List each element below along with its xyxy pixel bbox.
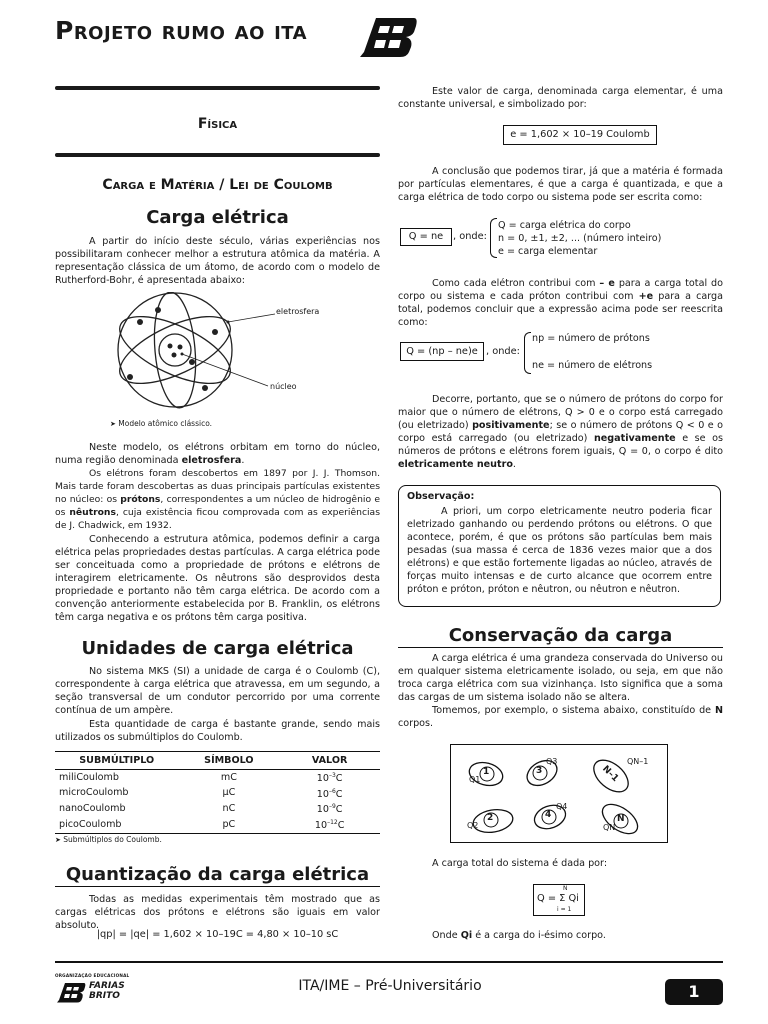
paragraph: [55, 467, 380, 532]
text-bold: Qi: [460, 930, 473, 941]
text-bold: eletrosfera: [181, 455, 242, 466]
heading-quantizacao: Quantização da carga elétrica: [65, 864, 370, 885]
text-bold: +e: [638, 291, 654, 302]
table-header: VALOR: [279, 752, 380, 770]
page-number: 1: [665, 979, 723, 1005]
heading-carga-eletrica: Carga elétrica: [146, 207, 289, 228]
footer-center-text: ITA/IME – Pré-Universitário: [298, 978, 482, 994]
paragraph: A partir do início deste século, várias experiências nos possibilitaram conhecer melhor a estrutura atômica da matéria. A representação clássica de um átomo, de acordo com o modelo de Rutherford-Bohr, é apresentada abaixo:: [55, 236, 380, 286]
brace: [524, 332, 531, 374]
bodies-diagram: [450, 744, 668, 843]
paragraph: Todas as medidas experimentais têm mostrado que as cargas elétricas dos prótons e elétrons são iguais em valor absoluto.: [55, 894, 380, 931]
paragraph: No sistema MKS (SI) a unidade de carga é o Coulomb (C), correspondente à carga elétrica que atravessa, em um segundo, a seção transversal de um condutor percorrido por uma corrente contínua de um ampère.: [55, 666, 380, 716]
text: corpos.: [398, 718, 434, 729]
text: , cuja existência ficou comprovada com as experiências de J. Chadwick, em 1932.: [55, 507, 380, 531]
divider-bottom: [55, 153, 380, 157]
np-definition: np = número de prótons: [532, 333, 650, 344]
atom-caption: [110, 419, 212, 428]
charge-label: QN–1: [627, 757, 649, 766]
text: , correspondentes a um núcleo de hidrogênio e os: [55, 494, 380, 518]
paragraph: [398, 929, 723, 942]
submultiplos-table: [55, 751, 380, 834]
observation-title: Observação:: [407, 491, 475, 502]
arrow-bullet-icon: ➤: [55, 836, 61, 844]
ne-definition: ne = número de elétrons: [532, 360, 653, 371]
text: e se os números de prótons e elétrons forem iguais, Q = 0, o corpo é dito: [398, 433, 723, 457]
body-number: 3: [536, 766, 543, 776]
table-cell: pC: [222, 818, 236, 830]
paragraph: [398, 393, 723, 471]
paragraph: A carga elétrica é uma grandeza conservada do Universo ou em qualquer sistema eletricamente isolado, ou seja, em que não troca carga elétrica com sua vizinhança. Isto significa que a soma das cargas de um sistema isolado não se altera.: [398, 653, 723, 703]
brace: [490, 218, 497, 258]
divider-top: [55, 86, 380, 90]
table-row: [55, 786, 380, 802]
sum-upper: N: [563, 885, 568, 892]
formula-qp: |qp| = |qe| = 1,602 × 10–19C = 4,80 × 10–10 sC: [96, 929, 339, 940]
text-bold: N: [714, 705, 723, 716]
q-ne-box: Q = ne: [400, 228, 452, 246]
text-bold: prótons: [120, 494, 161, 505]
table-cell: $10^{-3}C$: [316, 772, 343, 785]
table-cell: nanoCoulomb: [59, 802, 126, 814]
table-cell: picoCoulomb: [59, 818, 122, 830]
table-row: [55, 770, 380, 786]
footer-rule: [55, 961, 723, 963]
table-cell: μC: [222, 787, 236, 799]
logo-text: FARIAS BRITO: [89, 981, 125, 1001]
table-row: [55, 817, 380, 833]
text: para a carga total, podemos concluir que a expressão acima pode ser reescrita como:: [398, 291, 724, 328]
header-title: Projeto rumo ao ita: [55, 16, 308, 45]
paragraph: [55, 441, 380, 467]
paragraph: [398, 277, 723, 329]
fb-logo-small-icon: [55, 980, 87, 1004]
text: .: [241, 455, 245, 466]
text: .: [512, 459, 516, 470]
onde-label: , onde:: [486, 346, 520, 357]
definition-q: Q = carga elétrica do corpo: [498, 220, 631, 231]
text: Tomemos, por exemplo, o sistema abaixo, constituído de: [432, 705, 715, 716]
text: ; se o número de prótons Q < 0 e o corpo está carregado (ou eletrizado): [398, 420, 723, 444]
sum-lower: i = 1: [557, 906, 572, 913]
charge-label: Q2: [467, 821, 479, 830]
fb-logo-icon: [356, 12, 420, 60]
text: Decorre, portanto, que se o número de prótons do corpo for maior que o número de elétrons, Q > 0 e o corpo está carregado (ou eletrizado): [398, 394, 723, 431]
charge-label: Q4: [556, 802, 568, 811]
sum-formula: Q = Σ Qi: [537, 893, 579, 904]
table-cell: mC: [220, 771, 237, 783]
section-title: Carga e Matéria / Lei de Coulomb: [102, 177, 333, 193]
definition-e: e = carga elementar: [498, 246, 598, 257]
table-cell: nC: [222, 802, 236, 814]
table-cell: $10^{-6}C$: [316, 787, 343, 800]
table-cell: $10^{-9}C$: [316, 803, 343, 816]
paragraph: Este valor de carga, denominada carga elementar, é uma constante universal, e simbolizado por:: [398, 86, 723, 110]
text-bold: eletricamente neutro: [398, 459, 513, 470]
heading-underline: [398, 647, 723, 648]
definition-n: n = 0, ±1, ±2, ... (número inteiro): [498, 233, 662, 244]
elementary-charge-box: e = 1,602 × 10–19 Coulomb: [503, 125, 657, 145]
text-bold: positivamente: [472, 420, 550, 431]
observation-box: [398, 485, 721, 607]
paragraph: [398, 704, 723, 730]
formula-text: Q = (np – ne)e: [406, 346, 478, 357]
heading-conservacao: Conservação da carga: [448, 625, 673, 646]
onde-label: , onde:: [453, 231, 487, 242]
paragraph: Esta quantidade de carga é bastante grande, sendo mais utilizados os submúltiplos do Coulomb.: [55, 719, 380, 743]
text-bold: nêutrons: [69, 507, 116, 518]
body-number: 1: [483, 767, 490, 777]
sum-formula-box: [533, 884, 585, 916]
heading-unidades: Unidades de carga elétrica: [81, 638, 354, 659]
body-number: N–1: [600, 763, 621, 785]
footer-logo: [55, 973, 145, 1005]
paragraph: Conhecendo a estrutura atômica, podemos definir a carga elétrica pelas propriedades destas partículas. A carga elétrica pode ser conceituada como a propriedade de prótons e elétrons de interagirem eletricamente. Os nêutrons são desprovidos desta propriedade e portanto não têm carga elétrica. De acordo com a convenção anteriormente estabelecida por B. Franklin, os elétrons têm carga negativa e os prótons têm carga positiva.: [55, 534, 380, 623]
text-bold: negativamente: [593, 433, 676, 444]
arrow-bullet-icon: ➤: [110, 420, 116, 428]
text: Onde: [432, 930, 461, 941]
logo-subtitle: ORGANIZAÇÃO EDUCACIONAL: [55, 973, 130, 978]
table-header: SUBMÚLTIPLO: [55, 752, 179, 770]
caption-text: Modelo atômico clássico.: [118, 419, 213, 428]
atom-label-eletrosfera: eletrosfera: [276, 307, 320, 316]
caption-text: Submúltiplos do Coulomb.: [63, 835, 162, 844]
table-header: SÍMBOLO: [179, 752, 280, 770]
table-caption: [55, 835, 162, 844]
table-cell: $10^{-12}C$: [314, 819, 345, 832]
table-row: [55, 801, 380, 817]
charge-label: QN: [603, 823, 616, 832]
text: é a carga do i-ésimo corpo.: [472, 930, 606, 941]
heading-underline: [55, 886, 380, 887]
q-np-ne-box: [400, 342, 484, 361]
table-cell: microCoulomb: [59, 787, 129, 799]
definition-list: [498, 219, 661, 258]
subject-label: Física: [197, 116, 238, 132]
text: para a carga total do corpo ou sistema e cada próton contribui com: [398, 278, 723, 302]
body-number: 4: [545, 810, 552, 820]
atom-label-nucleo: núcleo: [270, 382, 297, 391]
text-bold: – e: [599, 278, 615, 289]
body-number: 2: [487, 813, 494, 823]
paragraph: A carga total do sistema é dada por:: [432, 858, 608, 869]
charge-label: Q3: [546, 757, 558, 766]
observation-text: A priori, um corpo eletricamente neutro poderia ficar eletrizado ganhando ou perdendo prótons ou elétrons. O que acontece, porém, é que os prótons são partículas bem mais pesadas (sua massa é cerca de 1836 vezes maior que a dos elétrons) e que estão fortemente ligadas ao núcleo, através de forças muito intensas e de curto alcance que ocorrem entre próton e próton, próton e nêutron, ou nêutron e nêutron.: [407, 506, 712, 595]
body-number: N: [617, 814, 625, 824]
text: Como cada elétron contribui com: [432, 278, 600, 289]
text: Os elétrons foram descobertos em 1897 por J. J. Thomson. Mais tarde foram descobertas as duas principais partículas existentes no núcleo: os: [55, 468, 380, 505]
charge-label: Q1: [469, 775, 481, 784]
table-cell: miliCoulomb: [59, 771, 119, 783]
paragraph: A conclusão que podemos tirar, já que a matéria é formada por partículas elementares, é que a carga é quantizada, e que a carga elétrica de todo corpo ou sistema pode ser escrita como:: [398, 166, 723, 203]
text: Neste modelo, os elétrons orbitam em torno do núcleo, numa região denominada: [55, 442, 380, 466]
